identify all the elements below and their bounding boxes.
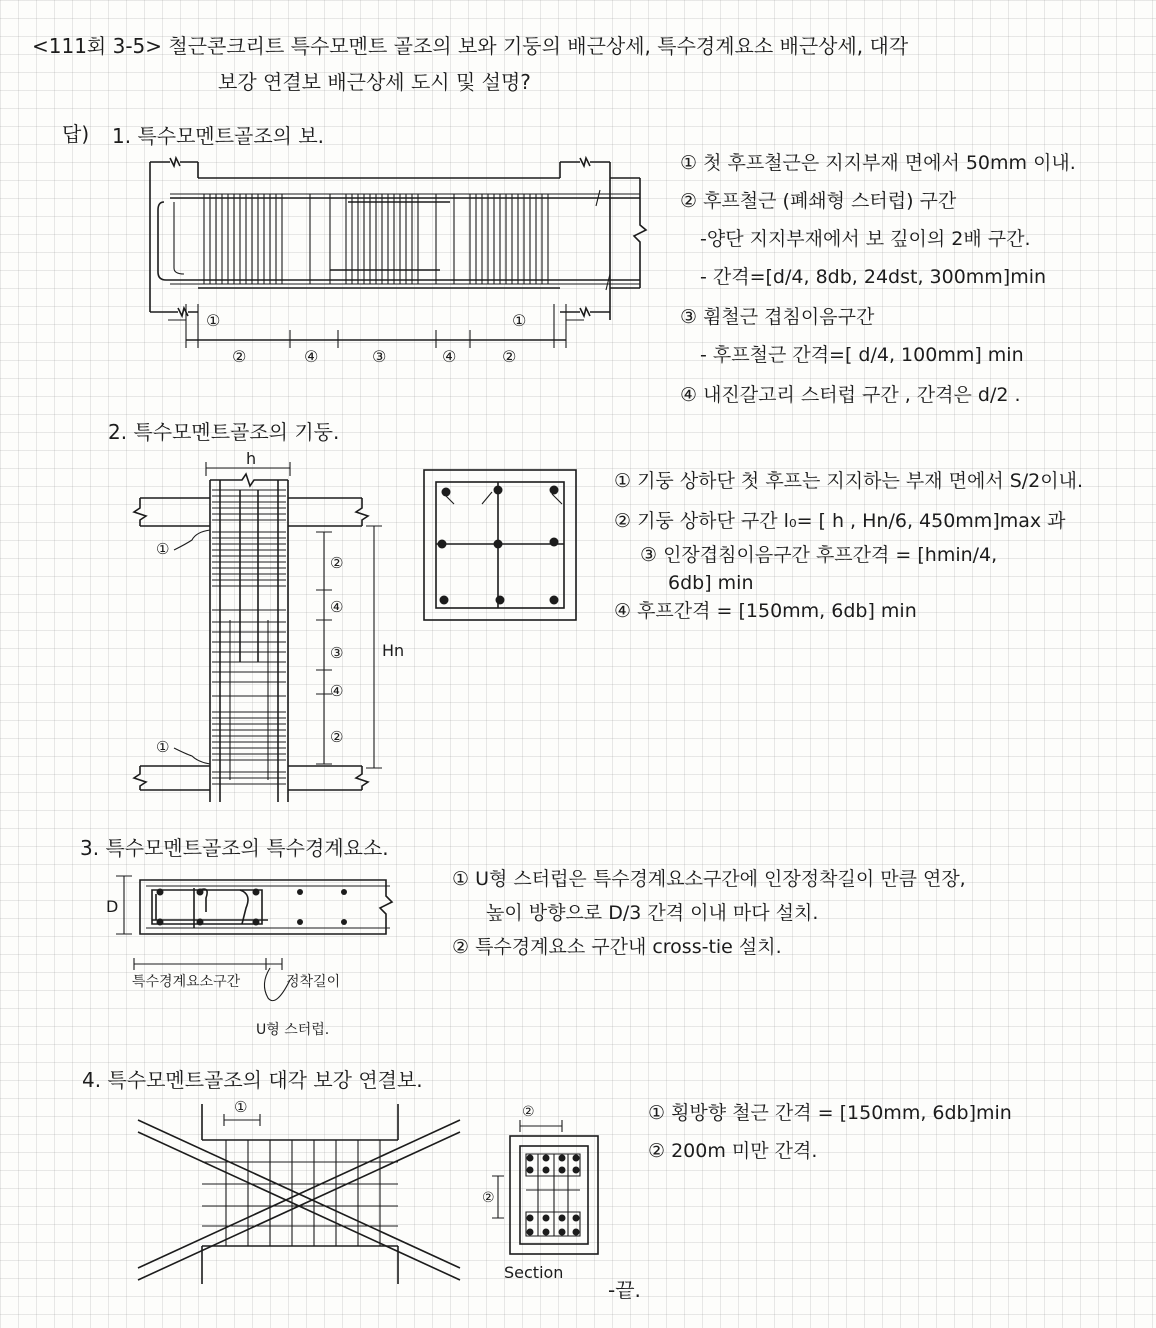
beam-label-4-right: ④ (442, 347, 457, 366)
section-label-2: ② (522, 1104, 535, 1120)
boundary-label-zone: 특수경계요소구간 (132, 974, 241, 990)
s2-note-3: ③ 인장겹침이음구간 후프간격 = [hmin/4, (640, 544, 998, 566)
beam-label-2-right: ② (502, 347, 517, 366)
section-label-2-vertical: ② (482, 1190, 495, 1206)
diag-beam-label-1: ① (234, 1098, 248, 1116)
s1-note-2: ② 후프철근 (폐쇄형 스터럽) 구간 (680, 190, 957, 212)
s2-note-4: ④ 후프간격 = [150mm, 6db] min (614, 600, 917, 622)
s1-note-3: -양단 지지부재에서 보 깊이의 2배 구간. (700, 228, 1031, 250)
section4-title: 4. 특수모멘트골조의 대각 보강 연결보. (82, 1068, 423, 1092)
s1-note-4: - 간격=[d/4, 8db, 24dst, 300mm]min (700, 266, 1047, 288)
section2-title: 2. 특수모멘트골조의 기둥. (108, 420, 340, 444)
column-label-1-bottom: ① (156, 738, 170, 756)
column-label-2-bottom: ② (330, 728, 344, 746)
beam-label-2-left: ② (232, 347, 247, 366)
column-label-1-top: ① (156, 540, 170, 558)
diagonal-beam-section (480, 1100, 610, 1300)
boundary-dim-d: D (106, 897, 119, 916)
s2-note-2: ② 기둥 상하단 구간 l₀= [ h , Hn/6, 450mm]max 과 (614, 510, 1066, 532)
answer-label: 답) (62, 122, 90, 146)
s3-note-1: ① U형 스터럽은 특수경계요소구간에 인장정착길이 만큼 연장, (452, 868, 966, 890)
boundary-label-anchor: 정착길이 (286, 974, 341, 990)
section3-title: 3. 특수모멘트골조의 특수경계요소. (80, 836, 389, 860)
column-section-figure (422, 468, 582, 628)
s1-note-6: - 후프철근 간격=[ d/4, 100mm] min (700, 344, 1024, 366)
column-detail-figure (130, 450, 430, 820)
beam-detail-figure (140, 150, 660, 380)
column-label-2-top: ② (330, 554, 344, 572)
s3-note-3: ② 특수경계요소 구간내 cross-tie 설치. (452, 936, 782, 958)
column-dim-h: h (246, 449, 257, 468)
column-label-4-bottom: ④ (330, 682, 344, 700)
s3-note-2: 높이 방향으로 D/3 간격 이내 마다 설치. (486, 902, 819, 924)
column-label-3: ③ (330, 644, 344, 662)
s4-note-2: ② 200m 미만 간격. (648, 1140, 818, 1162)
beam-label-1-right: ① (512, 311, 527, 330)
end-mark: -끝. (608, 1278, 641, 1302)
question-line-1: <111회 3-5> 철근콘크리트 특수모멘트 골조의 보와 기둥의 배근상세, 특수경계요소 배근상세, 대각 (32, 34, 909, 58)
s1-note-5: ③ 휨철근 겹침이음구간 (680, 306, 875, 328)
beam-label-3: ③ (372, 347, 387, 366)
boundary-label-u: U형 스터럽. (256, 1022, 330, 1038)
s1-note-7: ④ 내진갈고리 스터럽 구간 , 간격은 d/2 . (680, 384, 1021, 406)
beam-label-4-left: ④ (304, 347, 319, 366)
s4-note-1: ① 횡방향 철근 간격 = [150mm, 6db]min (648, 1102, 1012, 1124)
question-line-2: 보강 연결보 배근상세 도시 및 설명? (218, 70, 531, 94)
s1-note-1: ① 첫 후프철근은 지지부재 면에서 50mm 이내. (680, 152, 1076, 174)
diagonal-beam-figure (130, 1096, 470, 1296)
section-caption: Section (504, 1263, 564, 1282)
beam-label-1-left: ① (206, 311, 221, 330)
section1-title: 1. 특수모멘트골조의 보. (112, 124, 325, 148)
s2-note-3b: 6db] min (668, 572, 754, 594)
column-dim-hn: Hn (382, 641, 405, 660)
boundary-element-figure (100, 868, 420, 1048)
column-label-4-top: ④ (330, 598, 344, 616)
s2-note-1: ① 기둥 상하단 첫 후프는 지지하는 부재 면에서 S/2이내. (614, 470, 1084, 492)
